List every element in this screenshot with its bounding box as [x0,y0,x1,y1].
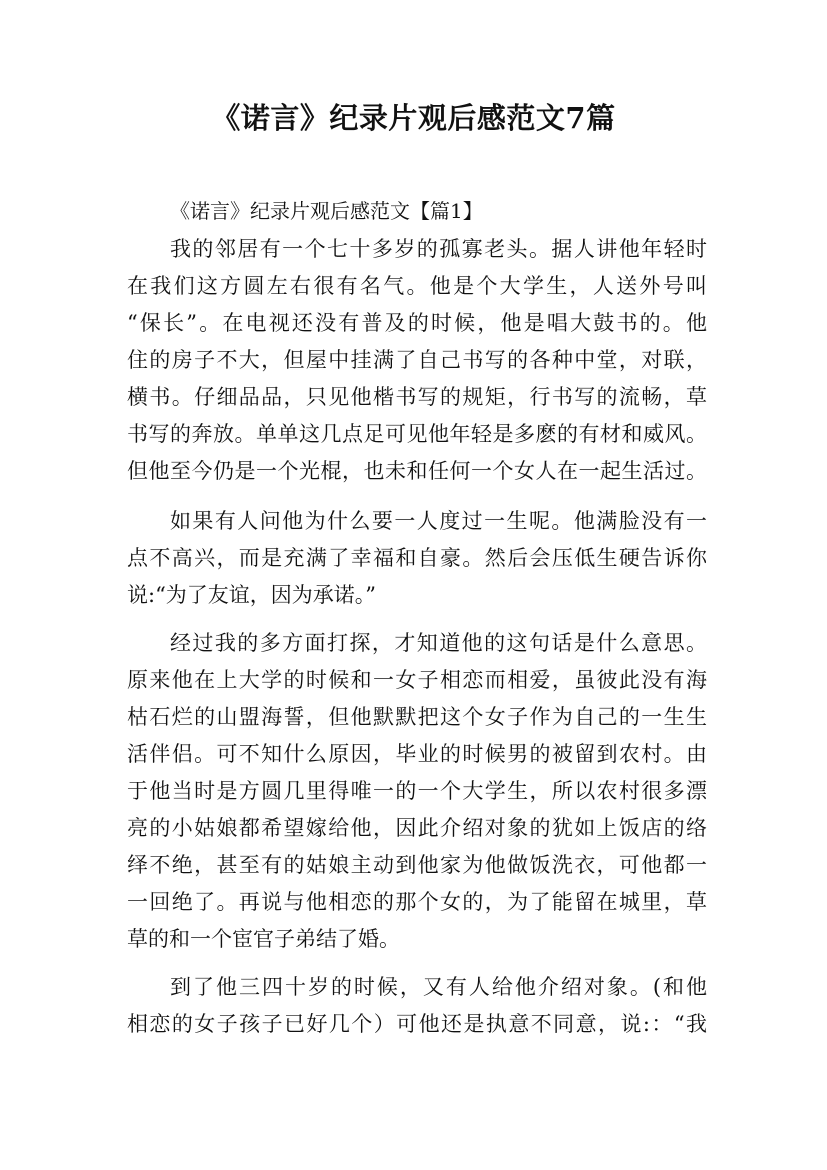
document-title: 《诺言》纪录片观后感范文7篇 [211,101,616,135]
paragraph-line: 活伴侣。可不知什么原因，毕业的时候男的被留到农村。由 [127,742,707,766]
paragraph-line: 说:“为了友谊，因为承诺。” [127,583,377,607]
section-heading: 《诺言》纪录片观后感范文【篇1】 [170,199,483,223]
paragraph-line: 原来他在上大学的时候和一女子相恋而相爱，虽彼此没有海 [127,668,707,692]
paragraph-line: 书写的奔放。单单这几点足可见他年轻是多麽的有材和威风。 [127,422,707,446]
paragraph-line: 我的邻居有一个七十多岁的孤寡老头。据人讲他年轻时 [170,237,707,261]
paragraph-line: 枯石烂的山盟海誓，但他默默把这个女子作为自己的一生生 [127,705,707,729]
paragraph-line: 经过我的多方面打探，才知道他的这句话是什么意思。 [170,631,707,655]
paragraph-line: 绎不绝，甚至有的姑娘主动到他家为他做饭洗衣，可他都一 [127,853,707,877]
paragraph-line: 点不高兴，而是充满了幸福和自豪。然后会压低生硬告诉你 [127,546,707,570]
paragraph-line: “保长”。在电视还没有普及的时候，他是唱大鼓书的。他 [127,311,707,335]
paragraph-line: 到了他三四十岁的时候，又有人给他介绍对象。(和他 [170,975,707,999]
paragraph-line: 相恋的女子孩子已好几个）可他还是执意不同意，说:：“我 [127,1012,707,1036]
paragraph-line: 在我们这方圆左右很有名气。他是个大学生，人送外号叫 [127,274,707,298]
paragraph-line: 但他至今仍是一个光棍，也未和任何一个女人在一起生活过。 [127,459,707,483]
paragraph-line: 如果有人问他为什么要一人度过一生呢。他满脸没有一 [170,509,707,533]
paragraph-line: 住的房子不大，但屋中挂满了自己书写的各种中堂，对联， [127,348,707,372]
paragraph-line: 一回绝了。再说与他相恋的那个女的，为了能留在城里，草 [127,890,707,914]
paragraph-line: 亮的小姑娘都希望嫁给他，因此介绍对象的犹如上饭店的络 [127,816,707,840]
paragraph-line: 草的和一个宦官子弟结了婚。 [127,927,400,951]
paragraph-line: 横书。仔细品品，只见他楷书写的规矩，行书写的流畅，草 [127,385,707,409]
paragraph-line: 于他当时是方圆几里得唯一的一个大学生，所以农村很多漂 [127,779,707,803]
